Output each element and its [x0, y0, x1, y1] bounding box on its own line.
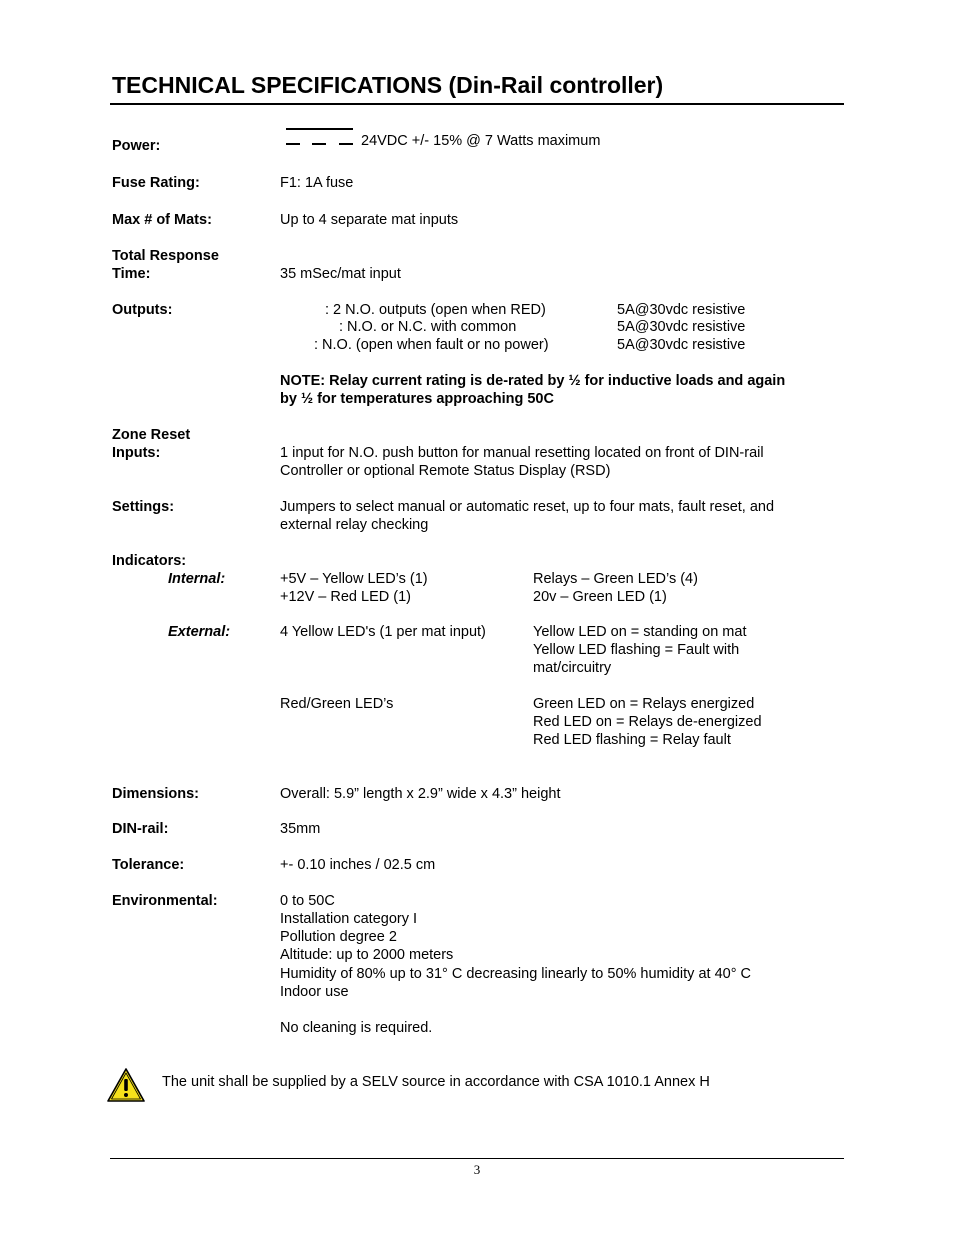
environmental-line: Humidity of 80% up to 31° C decreasing linearly to 50% humidity at 40° C	[280, 966, 752, 982]
footer-divider	[110, 1158, 844, 1159]
response-label-line1: Total Response	[112, 248, 219, 264]
relay-note-line2: by ½ for temperatures approaching 50C	[280, 391, 554, 407]
dimensions-value: Overall: 5.9” length x 2.9” wide x 4.3” height	[280, 786, 561, 802]
external-label: External:	[168, 624, 231, 640]
tolerance-label: Tolerance:	[112, 857, 185, 873]
selv-warning-text: The unit shall be supplied by a SELV source in accordance with CSA 1010.1 Annex H	[162, 1074, 710, 1090]
environmental-line: Indoor use	[280, 984, 349, 1000]
environmental-line: Pollution degree 2	[280, 929, 397, 945]
output-row-rating: 5A@30vdc resistive	[617, 337, 746, 353]
power-value: 24VDC +/- 15% @ 7 Watts maximum	[361, 133, 601, 149]
external-yellow-desc: Yellow LED flashing = Fault with	[533, 642, 740, 658]
mats-value: Up to 4 separate mat inputs	[280, 212, 459, 228]
cleaning-note: No cleaning is required.	[280, 1020, 433, 1036]
outputs-label: Outputs:	[112, 302, 173, 318]
environmental-label: Environmental:	[112, 893, 218, 909]
title-divider	[110, 103, 844, 105]
dc-symbol-dash	[312, 143, 326, 145]
environmental-line: 0 to 50C	[280, 893, 335, 909]
output-row-desc: : 2 N.O. outputs (open when RED)	[325, 302, 546, 318]
dc-symbol-dash	[339, 143, 353, 145]
power-label: Power:	[112, 138, 161, 154]
external-redgreen-desc: Red LED flashing = Relay fault	[533, 732, 731, 748]
tolerance-value: +- 0.10 inches / 02.5 cm	[280, 857, 436, 873]
dc-symbol-dash	[286, 143, 300, 145]
external-yellow-desc: Yellow LED on = standing on mat	[533, 624, 747, 640]
dc-symbol-icon	[286, 128, 353, 130]
dinrail-value: 35mm	[280, 821, 321, 837]
dimensions-label: Dimensions:	[112, 786, 200, 802]
output-row-rating: 5A@30vdc resistive	[617, 302, 746, 318]
internal-label: Internal:	[168, 571, 226, 587]
page-title: TECHNICAL SPECIFICATIONS (Din-Rail controller)	[112, 72, 664, 98]
environmental-line: Installation category I	[280, 911, 418, 927]
response-label-line2: Time:	[112, 266, 151, 282]
response-value: 35 mSec/mat input	[280, 266, 401, 282]
mats-label: Max # of Mats:	[112, 212, 212, 228]
internal-left-item: +12V – Red LED (1)	[280, 589, 411, 605]
zone-reset-value-line1: 1 input for N.O. push button for manual resetting located on front of DIN-rail	[280, 445, 764, 461]
output-row-desc: : N.O. (open when fault or no power)	[314, 337, 549, 353]
external-yellow-desc: mat/circuitry	[533, 660, 612, 676]
fuse-value: F1: 1A fuse	[280, 175, 354, 191]
dinrail-label: DIN-rail:	[112, 821, 169, 837]
internal-right-item: Relays – Green LED’s (4)	[533, 571, 698, 587]
zone-reset-value-line2: Controller or optional Remote Status Display (RSD)	[280, 463, 611, 479]
external-redgreen-desc: Green LED on = Relays energized	[533, 696, 755, 712]
internal-left-item: +5V – Yellow LED’s (1)	[280, 571, 428, 587]
output-row-rating: 5A@30vdc resistive	[617, 319, 746, 335]
zone-reset-label-line1: Zone Reset	[112, 427, 191, 443]
page-number: 3	[473, 1162, 481, 1177]
indicators-label: Indicators:	[112, 553, 187, 569]
warning-triangle-icon	[106, 1067, 146, 1103]
fuse-label: Fuse Rating:	[112, 175, 200, 191]
settings-value-line1: Jumpers to select manual or automatic reset, up to four mats, fault reset, and	[280, 499, 775, 515]
external-redgreen-desc: Red LED on = Relays de-energized	[533, 714, 762, 730]
external-yellow-leds: 4 Yellow LED's (1 per mat input)	[280, 624, 486, 640]
output-row-desc: : N.O. or N.C. with common	[339, 319, 517, 335]
internal-right-item: 20v – Green LED (1)	[533, 589, 667, 605]
settings-label: Settings:	[112, 499, 175, 515]
relay-note-line1: NOTE: Relay current rating is de-rated by ½ for inductive loads and again	[280, 373, 786, 389]
settings-value-line2: external relay checking	[280, 517, 429, 533]
external-redgreen-leds: Red/Green LED’s	[280, 696, 394, 712]
environmental-line: Altitude: up to 2000 meters	[280, 947, 454, 963]
zone-reset-label-line2: Inputs:	[112, 445, 161, 461]
